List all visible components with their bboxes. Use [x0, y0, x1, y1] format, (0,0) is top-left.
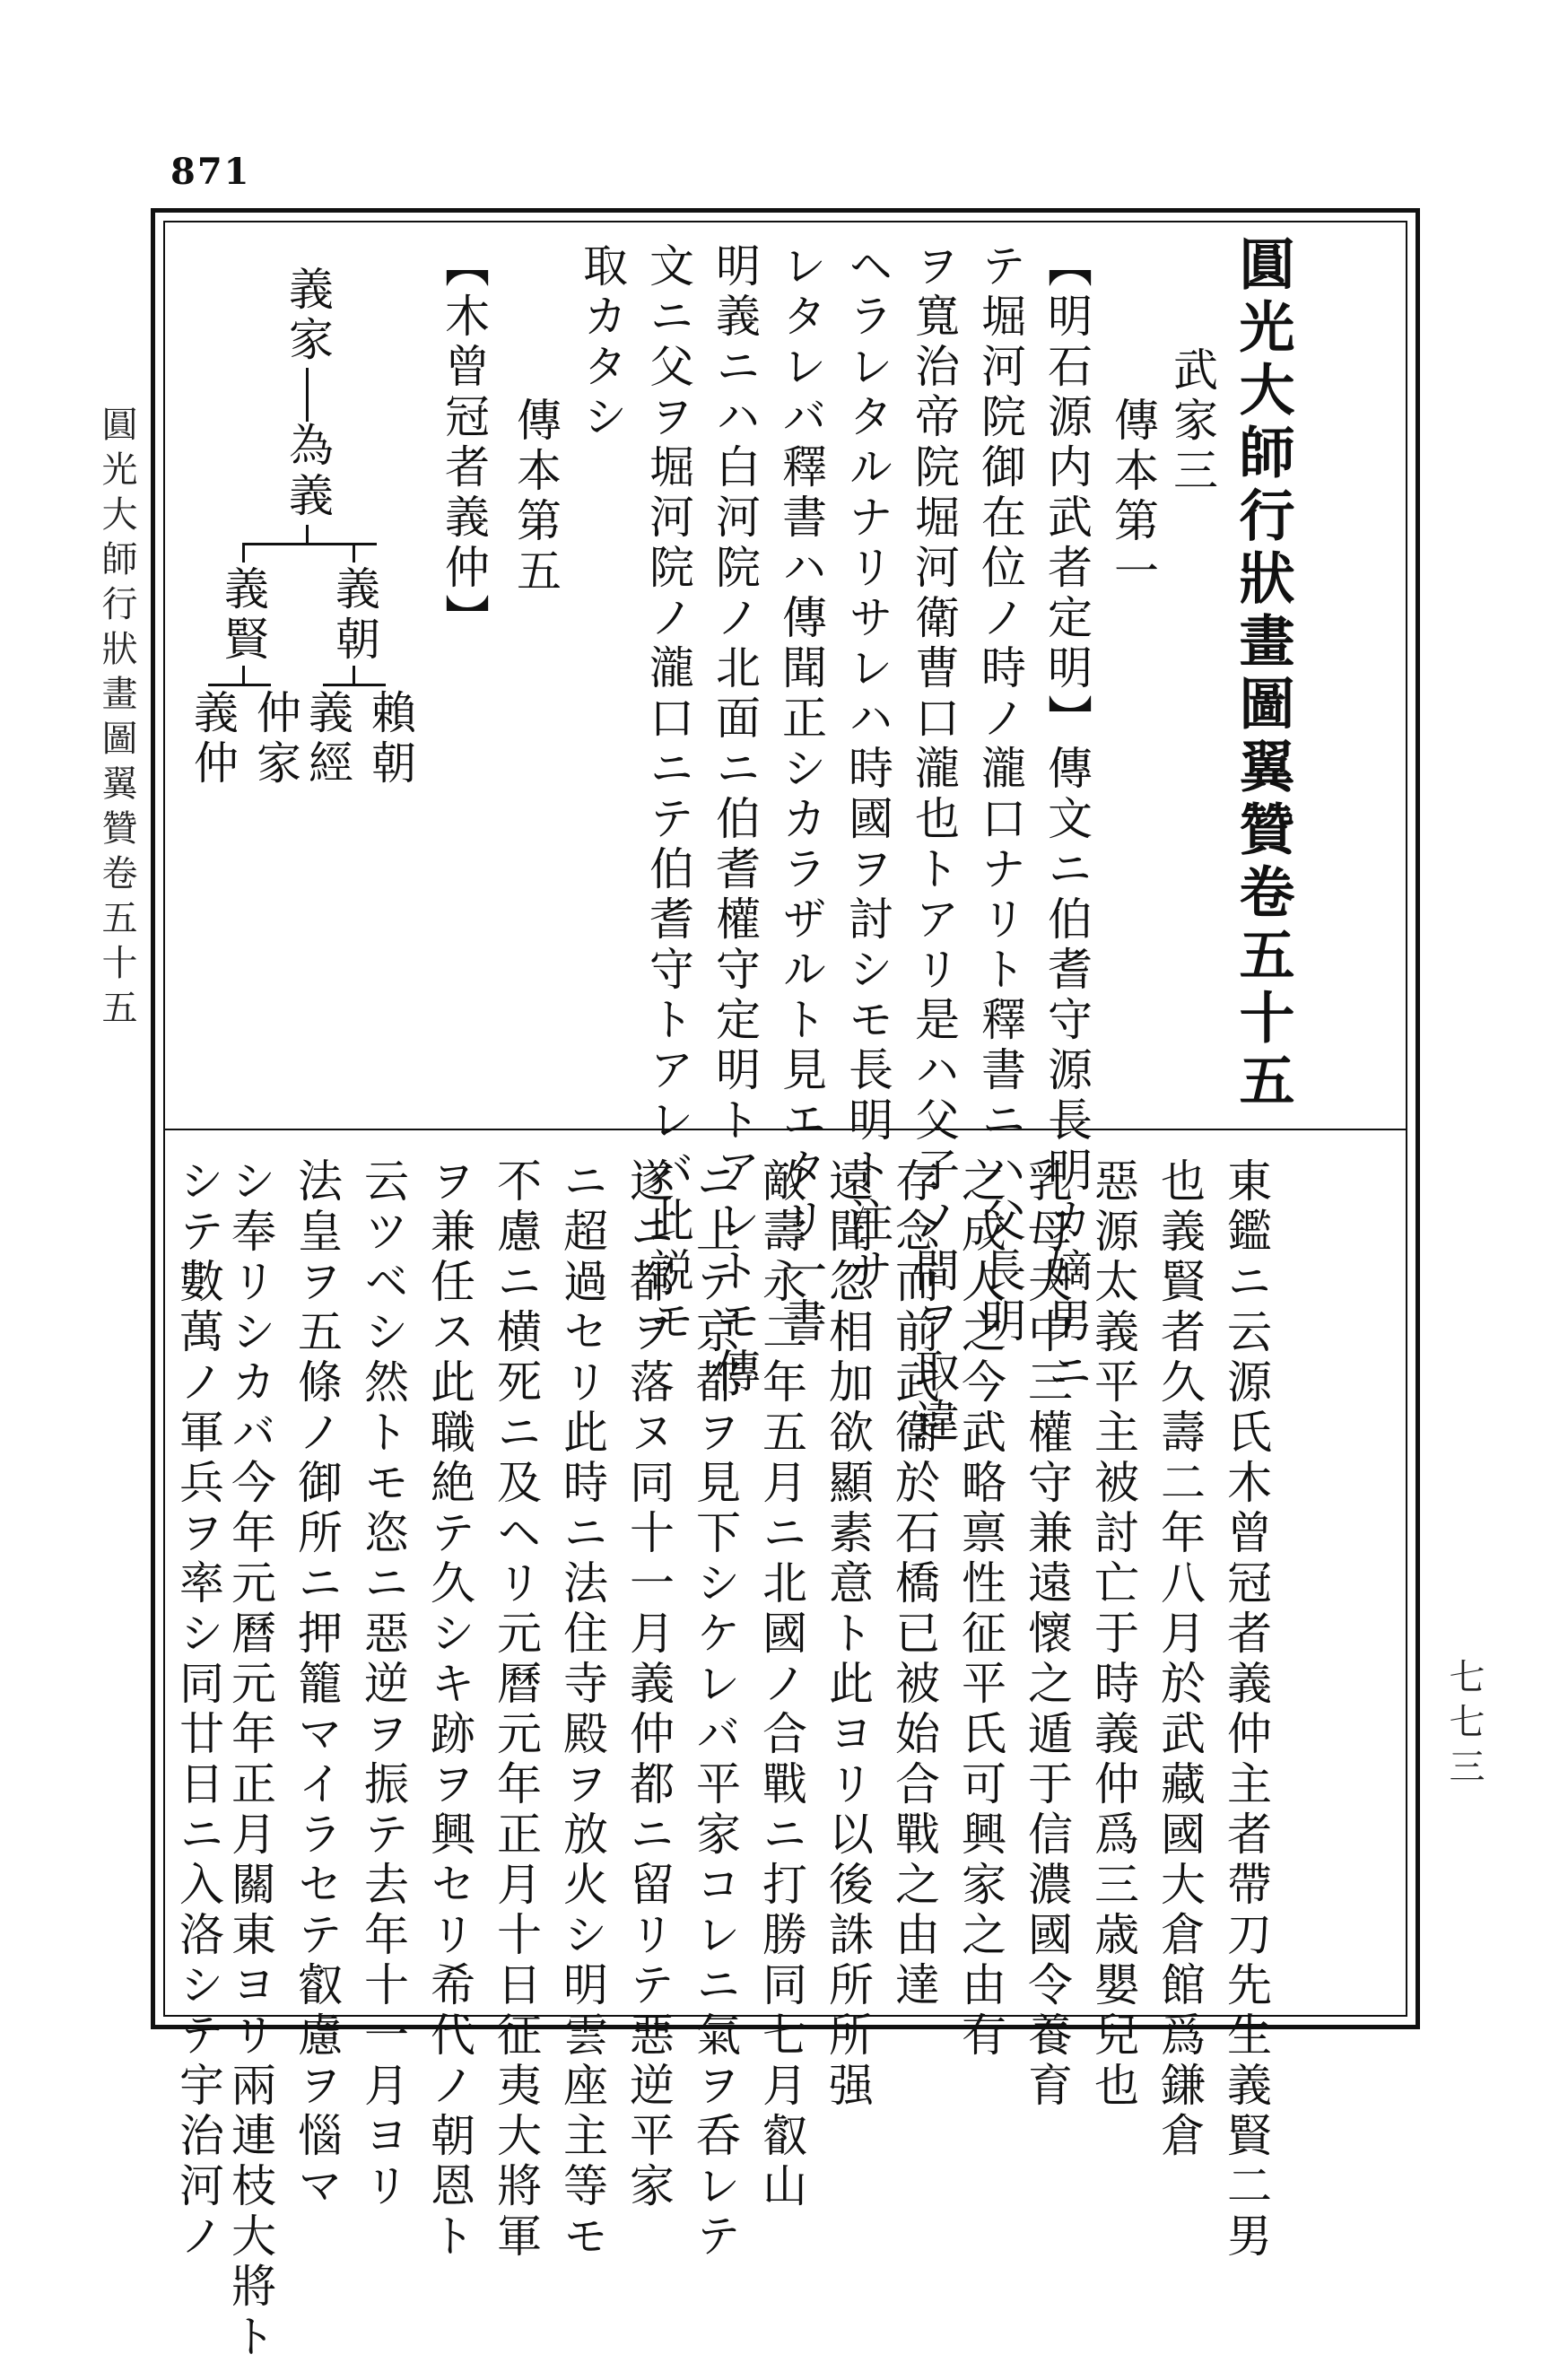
tree-line [242, 666, 245, 685]
upper-col: 傳本第五 [510, 296, 562, 597]
tree-child: 為義 [282, 422, 334, 522]
tree-gen4-b1: 仲家 [249, 689, 301, 789]
lower-col: 惡源太義平主被討亡于時義仲爲三歳嬰兒也 [1087, 1157, 1139, 2112]
upper-col: 【明石源内武者定明】傳文ニ伯耆守源長明カ嫡男ニ [1041, 242, 1093, 1398]
tree-line [306, 368, 309, 422]
tree-root: 義家 [282, 266, 334, 366]
lower-col: 存念而前武衞於石橋已被始合戰之由達 [888, 1157, 940, 2011]
lower-col: 遂ニ都ヲ落ヌ同十一月義仲都ニ留リテ惡逆平家 [623, 1157, 675, 2212]
tree-line [353, 543, 355, 562]
lower-col: 云ツベシ然トモ恣ニ惡逆ヲ振テ去年十一月ヨリ [357, 1157, 409, 2212]
lower-col: 乳母夫中三權守兼遠懷之遁于信濃國令養育 [1021, 1157, 1073, 2112]
tree-line [306, 525, 309, 545]
tree-line [353, 666, 355, 685]
lower-col: 東鑑ニ云源氏木曾冠者義仲主者帶刀先生義賢二男 [1220, 1157, 1272, 2263]
upper-col: 取カタシ [576, 242, 628, 443]
upper-col: レタレバ釋書ハ傳聞正シカラザルト見エタリ一書 [775, 242, 827, 1347]
upper-col: 文ニ父ヲ堀河院ノ瀧口ニテ伯耆守トアレバ此説モ [642, 242, 694, 1347]
upper-col: ヘラレタルナリサレハ時國ヲ討シモ長明ト注サ [841, 242, 893, 1297]
tree-gen4-b2: 義仲 [187, 689, 239, 789]
lower-col: 法皇ヲ五條ノ御所ニ押籠マイラセテ叡慮ヲ惱マ [291, 1157, 343, 2212]
lower-col: ニ上テ京都ヲ見下シケレバ平家コレニ氣ヲ呑レテ [689, 1157, 741, 2263]
upper-col: 【木曾冠者義仲】 [438, 242, 490, 644]
tree-line [242, 543, 245, 562]
lower-col: シテ數萬ノ軍兵ヲ率シ同廿日ニ入洛シテ宇治河ノ [172, 1157, 224, 2263]
lower-col: 也義賢者久壽二年八月於武藏國大倉館爲鎌倉 [1154, 1157, 1206, 2162]
tree-gen4-a2: 義經 [301, 689, 353, 789]
lower-col: ニ超過セリ此時ニ法住寺殿ヲ放火シ明雲座主等モ [556, 1157, 608, 2263]
lower-col: 敵壽永二年五月ニ北國ノ合戰ニ打勝同七月叡山 [755, 1157, 807, 2212]
tree-gen3-a: 義朝 [328, 565, 380, 666]
upper-col: 傳本第一 [1107, 296, 1159, 597]
upper-col: 明義ニハ白河院ノ北面ニ伯耆權守定明トアレトモ傳 [709, 242, 761, 1398]
upper-col: ヲ寬治帝院堀河衛曹口瀧也トアリ是ハ父子ノ間ヲ取違 [908, 242, 960, 1448]
side-page-number: 七七三 [1443, 1658, 1485, 1792]
upper-col: テ堀河院御在位ノ時ノ瀧口ナリト釋書ニハ父長明 [974, 242, 1026, 1347]
upper-col: 武家三 [1166, 296, 1218, 497]
tree-line [208, 684, 271, 686]
tree-line [242, 543, 377, 545]
side-title: 圓光大師行狀畫圖翼贊卷五十五 [96, 405, 137, 1033]
tree-gen4-a1: 賴朝 [364, 689, 416, 789]
lower-col: 不慮ニ横死ニ及ヘリ元曆元年正月十日征夷大將軍 [490, 1157, 542, 2263]
tree-gen3-b: 義賢 [217, 565, 269, 666]
chapter-title: 圓光大師行狀畫圖翼贊卷五十五 [1230, 235, 1295, 1114]
lower-col: 之成人之今武略禀性征平氏可興家之由有 [954, 1157, 1006, 2062]
lower-col: シ奉リシカバ今年元曆元年正月關東ヨリ兩連枝大將ト [224, 1157, 276, 2363]
page-number: 871 [170, 151, 251, 193]
lower-col: ヲ兼任ス此職絶テ久シキ跡ヲ興セリ希代ノ朝恩ト [423, 1157, 475, 2263]
tree-line [323, 684, 386, 686]
lower-col: 遠聞忽相加欲顯素意ト此ヨリ以後誅所所强 [822, 1157, 874, 2112]
